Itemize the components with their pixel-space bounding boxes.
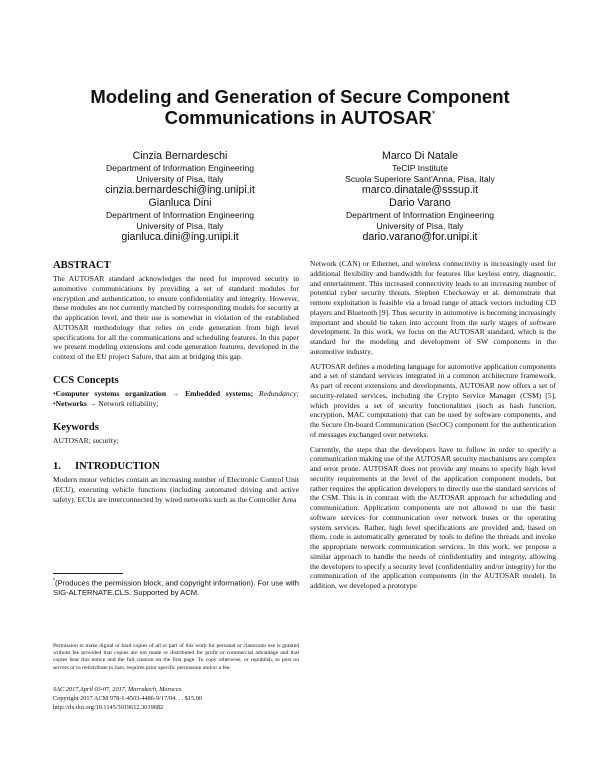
author-email: gianluca.dini@ing.unipi.it bbox=[121, 231, 239, 243]
author-block bbox=[60, 197, 300, 244]
author-department: Department of Information Engineering bbox=[105, 163, 255, 173]
ccs-bullet: • bbox=[53, 398, 56, 408]
footnote bbox=[53, 577, 299, 598]
author-institution: University of Pisa, Italy bbox=[136, 220, 224, 231]
ccs-heading: CCS Concepts bbox=[53, 374, 119, 386]
author-department: Department of Information Engineering bbox=[105, 210, 255, 220]
title-line-1: Modeling and Generation of Secure Component bbox=[90, 86, 510, 107]
author-institution: Scuola Superiore Sant'Anna, Pisa, Italy bbox=[345, 173, 495, 184]
author-name: Cinzia Bernardeschi bbox=[132, 150, 228, 162]
body-paragraph: Currently, the steps that the developers have to follow in order to specify a communication making use of the AUTOSAR security mechanisms are complex and error prone. AUTOSAR does not provide any means to specify high level security requirements at the level of the application component models, but rather requires the application developers to directly use the standard services of the CSM. This is in contrast with the AUTOSAR approach for scheduling and communication. Application components are not allowed to use the basic software services for communication over network buses or the operating system services. Rather, high level specifications are provided and, based on them, code is automatically generated by tools to define the threads and invoke the appropriate network communication services. In this work, we propose a similar approach to handle the needs of confidentiality and integrity, allowing the developers to specify a security level (confidentiality and/or integrity) for the communication of the application components (in the AUTOSAR model). In addition, we developed a prototype bbox=[310, 444, 556, 590]
title-footnote-mark: * bbox=[431, 109, 436, 119]
author-email: marco.dinatale@sssup.it bbox=[361, 184, 479, 196]
permission-block: Permission to make digital or hard copies of all or part of this work for personal or classroom use is granted without fee provided that copies are not made or distributed for profit or commercial advantage and that copies bear this notice and the full citation on the first page. To copy otherwise, or republish, to post on servers or to redistribute to lists, requires prior specific permission and/or a fee. bbox=[53, 643, 299, 671]
author-block bbox=[300, 150, 540, 197]
footnote-mark: * bbox=[53, 578, 55, 584]
ccs-bullet: • bbox=[53, 388, 56, 398]
ccs-concepts bbox=[53, 389, 299, 409]
right-column bbox=[310, 259, 556, 596]
author-name: Gianluca Dini bbox=[148, 197, 212, 209]
intro-text: Modern motor vehicles contain an increasing number of Electronic Control Unit (ECU), executing vehicle functions (including automated driving and active safety). ECUs are interconnected by wired networks such as the Controller Area bbox=[53, 475, 299, 504]
author-email: cinzia.bernardeschi@ing.unipi.it bbox=[105, 184, 255, 196]
author-block bbox=[60, 150, 300, 197]
author-name: Dario Varano bbox=[389, 197, 451, 209]
footnote-text: (Produces the permission block, and copyright information). For use with SIG-ALTERNATE.CLS. Supported by ACM. bbox=[53, 578, 299, 598]
ccs-concept: Network reliability; bbox=[98, 398, 159, 408]
ccs-concept: Redundancy; bbox=[258, 388, 299, 398]
conference-info: SAC 2017,April 03-07, 2017, Marrakech, Morocco bbox=[53, 686, 182, 693]
title-line-2: Communications in AUTOSAR bbox=[164, 107, 432, 128]
ccs-concept: Networks bbox=[55, 398, 87, 408]
author-name: Marco Di Natale bbox=[382, 150, 458, 162]
keywords-heading: Keywords bbox=[53, 422, 99, 434]
ccs-concept: Embedded systems; bbox=[185, 388, 254, 398]
left-column bbox=[53, 259, 299, 509]
body-paragraph: AUTOSAR defines a modeling language for automotive application components and a set of standard services integrated in a common architecture framework. As part of recent extensions and developments, AUTOSAR now offers a set of security-related services, including the Crypto Service Manager (CSM) [5], which provides a set of security functionalities (such as hash function, encryption, MAC computation) that can be used by software components, and the Secure On-board Communication (SecOC) component for the authentication of messages exchanged over networks. bbox=[310, 361, 556, 439]
author-email: dario.varano@for.unipi.it bbox=[362, 231, 478, 243]
author-block bbox=[300, 197, 540, 244]
ccs-arrow: → bbox=[166, 388, 186, 398]
footnote-divider bbox=[53, 573, 123, 574]
author-department: Department of Information Engineering bbox=[345, 210, 495, 220]
body-paragraph: Network (CAN) or Ethernet, and wireless connectivity is increasingly used for additional flexibility and bandwidth for features like keyless entry, diagnostic, and entertainment. This increased connectivity leads to an increasing number of potential cyber security threats. Stephen Checkoway et al. demonstrate that remote exploitation is feasible via a broad range of attack vectors including CD players and Bluetooth [9]. Thus security in automotive is becoming increasingly important and should be taken into account from the early stages of software development. In this work, we focus on the AUTOSAR standard, which is the standard for the modeling and development of SW components in the automotive industry. bbox=[310, 259, 556, 356]
ccs-concept: Computer systems organization bbox=[55, 388, 167, 398]
section-number: 1. bbox=[53, 461, 61, 472]
author-institution: University of Pisa, Italy bbox=[136, 173, 224, 184]
abstract-text: The AUTOSAR standard acknowledges the need for improved security in automotive communications by providing a set of standard modules for encryption and authentication, to ensure confidentiality and integrity. However, these modules are not currently matched by corresponding models for security at the application level, and their use is somewhat in violation of the established AUTOSAR methodology that relies on code generation from high level specifications for all the communications and scheduling features. In this paper we present modeling extensions and code generation features, developed in the context of the EU project Safure, that aim at bridging this gap. bbox=[53, 274, 299, 361]
keywords-text: AUTOSAR; security; bbox=[53, 436, 119, 446]
ccs-arrow: → bbox=[86, 398, 99, 408]
abstract-heading: ABSTRACT bbox=[53, 260, 111, 271]
doi-link[interactable]: http://dx.doi.org/10.1145/3019612.3019682 bbox=[53, 704, 164, 711]
author-department: TeCIP Institute bbox=[392, 163, 448, 173]
section-title: INTRODUCTION bbox=[75, 461, 160, 472]
copyright-info: Copyright 2017 ACM 978-1-4503-4486-9/17/04. . . $15.00 bbox=[53, 695, 203, 702]
author-institution: University of Pisa, Italy bbox=[376, 220, 464, 231]
paper-title bbox=[60, 86, 540, 128]
intro-heading bbox=[53, 460, 299, 473]
